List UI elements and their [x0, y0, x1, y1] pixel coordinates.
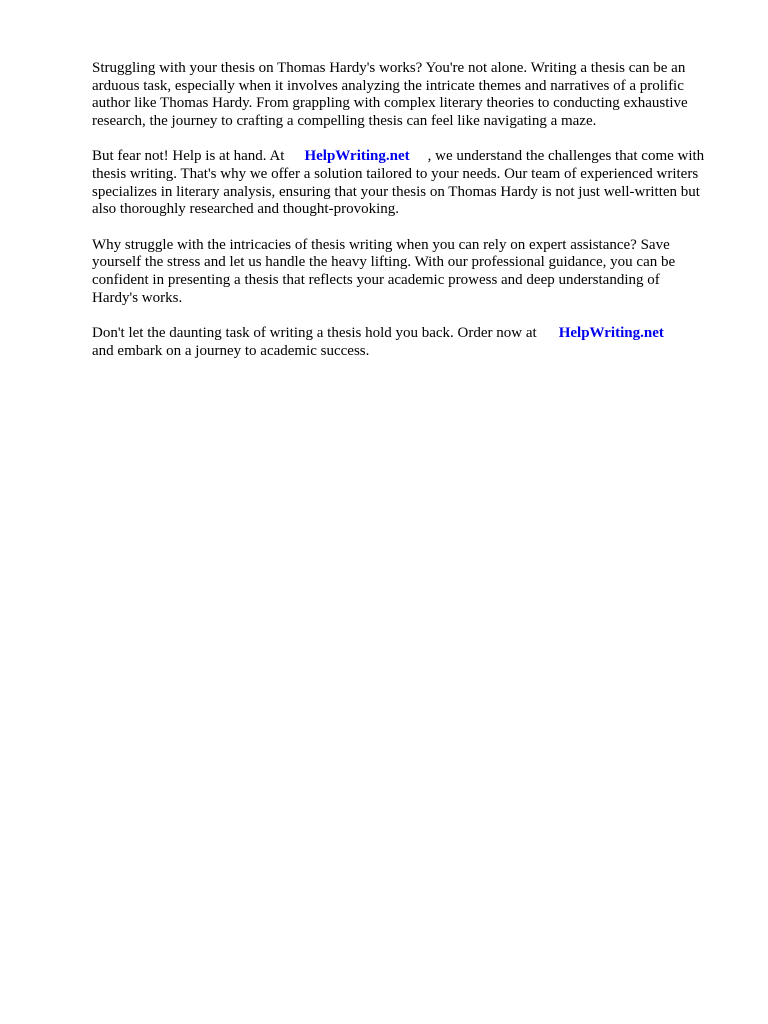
order-helpwriting-link[interactable]: HelpWriting.net — [558, 325, 664, 342]
paragraph-help-lead: But fear not! Help is at hand. At — [92, 148, 285, 165]
helpwriting-link[interactable]: HelpWriting.net — [304, 148, 410, 165]
paragraph-intro: Struggling with your thesis on Thomas Hardy's works? You're not alone. Writing a thesis can be an arduous task, especially when it involves analyzing the intricate themes and narratives of a prolific author like Thomas Hardy. From grappling with complex literary theories to conducting exhaustive research, the journey to crafting a compelling thesis can feel like navigating a maze. — [92, 60, 688, 129]
paragraph-order-rest: and embark on a journey to academic success. — [92, 342, 370, 359]
document-content — [92, 60, 708, 378]
paragraph-order-lead: Don't let the daunting task of writing a thesis hold you back. Order now at — [92, 325, 537, 342]
paragraph-help-rest: , we understand the challenges that come with thesis writing. That's why we offer a solution tailored to your needs. Our team of experienced writers specializes in literary analysis, ensuring that your thesis on Thomas Hardy is not just well-written but also thoroughly researched and thought-provoking. — [92, 148, 705, 218]
paragraph-order — [92, 325, 708, 360]
paragraph-why: Why struggle with the intricacies of thesis writing when you can rely on expert assistance? Save yourself the stress and let us handle the heavy lifting. With our professional guidance, you can be confident in presenting a thesis that reflects your academic prowess and deep understanding of Hardy's works. — [92, 236, 676, 306]
paragraph-help — [92, 148, 708, 218]
